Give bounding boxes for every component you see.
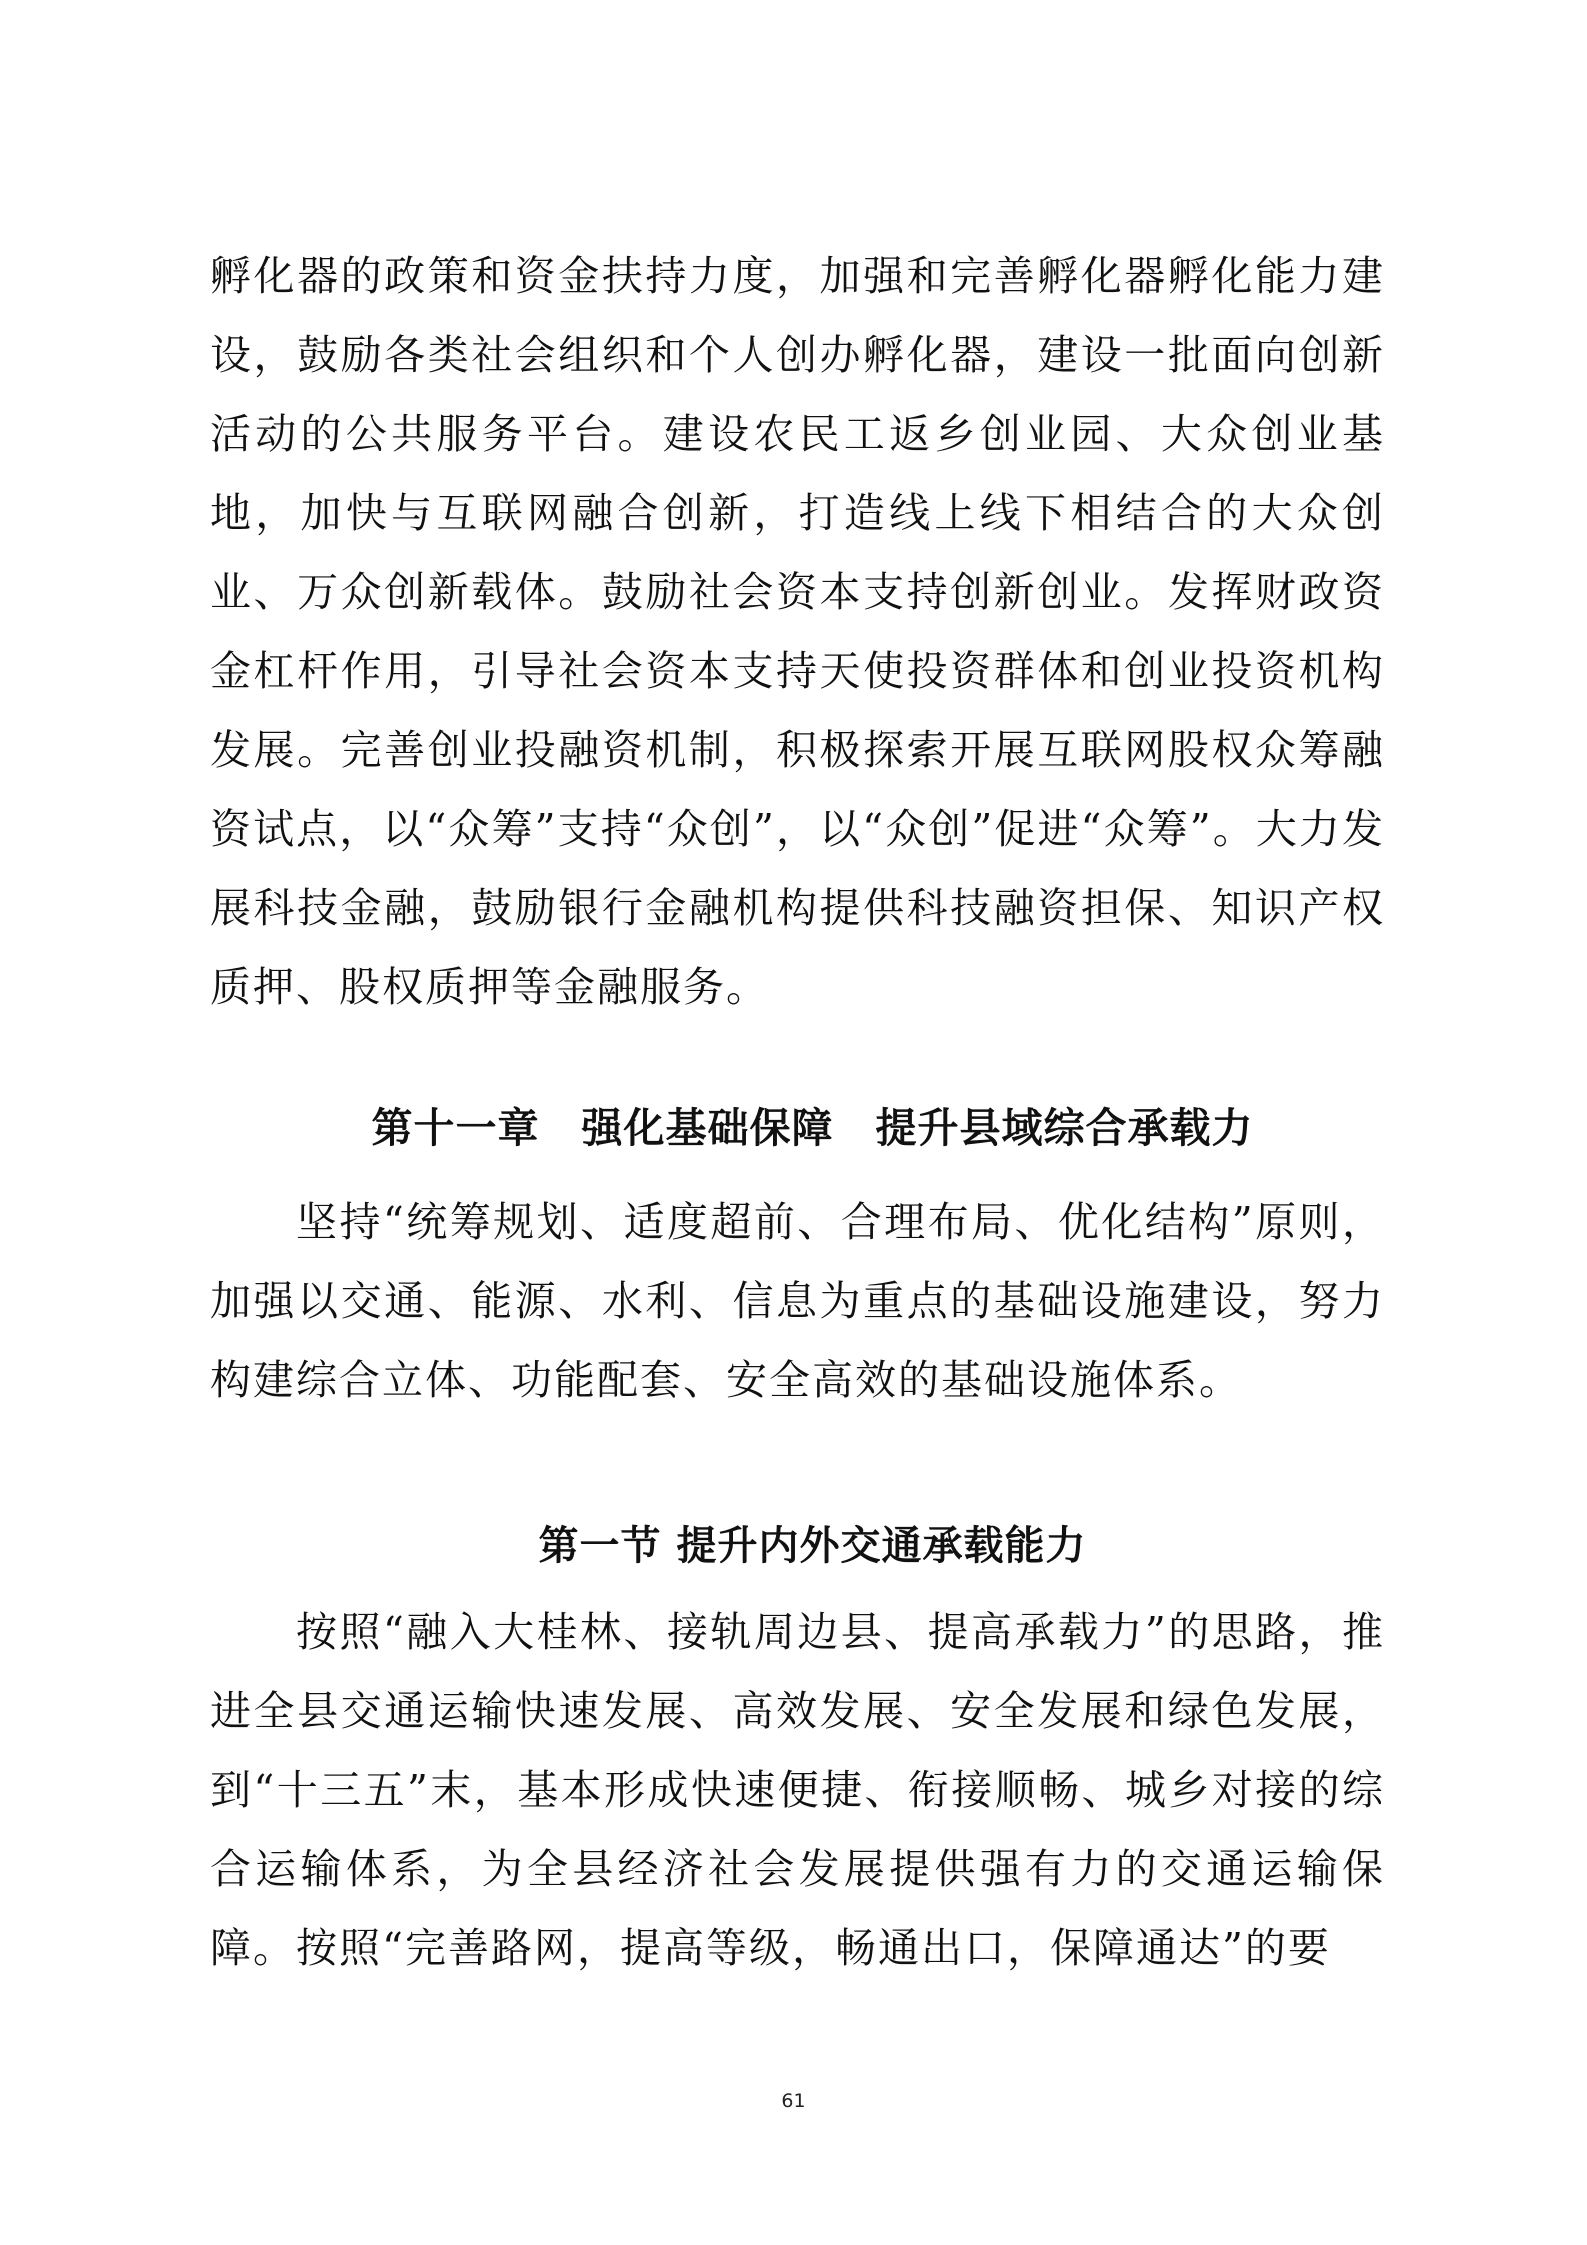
section-paragraph: 按照“融入大桂林、接轨周边县、提高承载力”的思路，推进全县交通运输快速发展、高效发展、安全发展和绿色发展，到“十三五”末，基本形成快速便捷、衔接顺畅、城乡对接的综合运输体系，为全县经济社会发展提供强有力的交通运输保障。按照“完善路网，提高等级，畅通出口，保障通达”的要 (210, 1608, 1385, 1972)
section-title: 第一节 提升内外交通承载能力 (538, 1523, 1087, 1569)
chapter-title: 第十一章 强化基础保障 提升县域综合承载力 (371, 1104, 1254, 1152)
body-paragraph: 孵化器的政策和资金扶持力度，加强和完善孵化器孵化能力建设，鼓励各类社会组织和个人创办孵化器，建设一批面向创新活动的公共服务平台。建设农民工返乡创业园、大众创业基地，加快与互联网融合创新，打造线上线下相结合的大众创业、万众创新载体。鼓励社会资本支持创新创业。发挥财政资金杠杆作用，引导社会资本支持天使投资群体和创业投资机构发展。完善创业投融资机制，积极探索开展互联网股权众筹融资试点，以“众筹”支持“众创”，以“众创”促进“众筹”。大力发展科技金融，鼓励银行金融机构提供科技融资担保、知识产权质押、股权质押等金融服务。 (210, 252, 1385, 1011)
page-number: 61 (781, 2090, 806, 2112)
chapter-intro-paragraph: 坚持“统筹规划、适度超前、合理布局、优化结构”原则，加强以交通、能源、水利、信息为重点的基础设施建设，努力构建综合立体、功能配套、安全高效的基础设施体系。 (210, 1198, 1385, 1404)
